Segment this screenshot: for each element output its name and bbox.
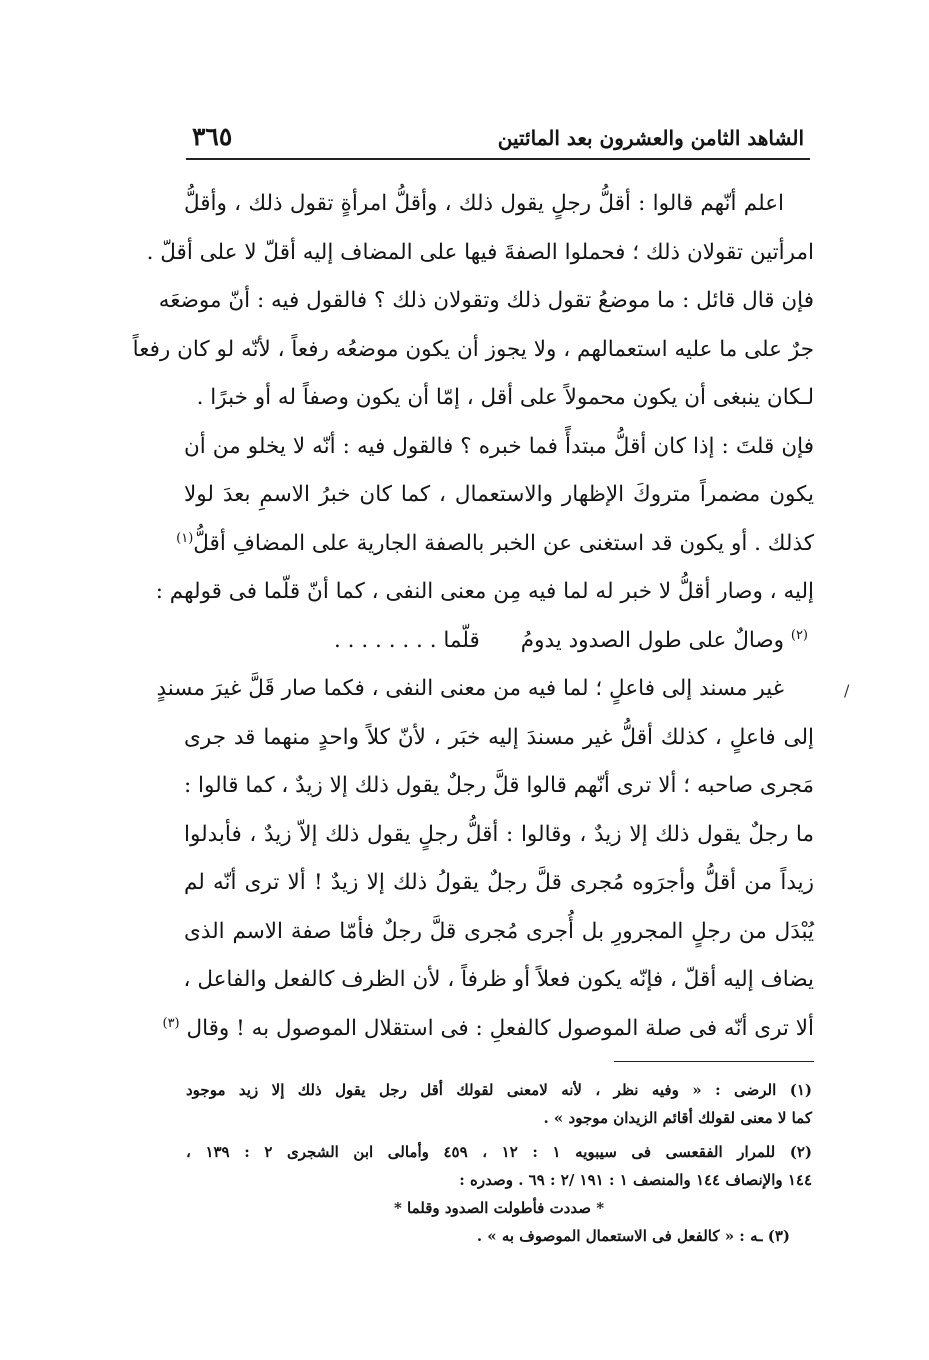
footnote-2-verse: * صددت فأطولت الصدود وقلما *	[393, 1199, 605, 1217]
page-number: ٣٦٥	[192, 122, 233, 151]
text-line: جرٌ على ما عليه استعمالهم ، ولا يجوز أن يكون موضعُه رفعاً ، لأنّه لو كان رفعاً	[132, 336, 814, 362]
footnotes	[186, 1076, 812, 1250]
text-line: زيداً من أقلُّ وأجرَوه مُجرى قلَّ رجلٌ يقولُ ذلك إلا زيدٌ ! ألا ترى أنّه لم	[184, 870, 814, 895]
text-line: امرأتين تقولان ذلك ؛ فحملوا الصفةَ فيها على المضاف إليه أقلّ لا على أقلّ .	[146, 239, 814, 265]
footnote-ref-1: (١)	[176, 530, 194, 546]
footnote-2-cont: ١٤٤ والإنصاف ١٤٤ والمنصف ١ : ١٩١ /٢ : ٦٩ . وصدره :	[459, 1171, 812, 1189]
poem-dots: . . . . . . . .	[334, 627, 437, 653]
text-line: اعلم أنّهم قالوا : أقلُّ رجلٍ يقول ذلك ، وأقلُّ امرأةٍ تقول ذلك ، وأقلُّ	[184, 191, 784, 216]
poem-verse: وصالٌ على طول الصدود يدومُ	[520, 627, 785, 653]
text-segment: ألا ترى أنّه فى صلة الموصول كالفعلِ : فى استقلال الموصول به ! وقال	[186, 1015, 814, 1041]
running-title: الشاهد الثامن والعشرون بعد المائتين	[497, 126, 804, 150]
page-header	[182, 122, 812, 162]
text-line-with-footnote	[176, 520, 814, 569]
footnote-ref-2: (٢)	[790, 627, 808, 643]
text-line: لـكان ينبغى أن يكون محمولاً على أقل ، إمّا أن يكون وصفاً له أو خبرًا .	[196, 385, 814, 410]
text-line: فإن قال قائل : ما موضعُ تقول ذلك وتقولان ذلك ؟ فالقول فيه : أنّ موضعَه	[158, 288, 814, 313]
text-line: ما رجلٌ يقول ذلك إلا زيدٌ ، وقالوا : أقلُّ رجلٍ يقول ذلك إلاّ زيدٌ ، فأبدلوا	[184, 821, 814, 847]
text-line: يضاف إليه أقلّ ، فإنّه يكون فعلاً أو ظرفاً ، لأن الظرف كالفعل والفاعل ،	[183, 967, 814, 992]
footnote-1-cont: كما لا معنى لقولك أقائم الزيدان موجود » .	[543, 1109, 812, 1127]
text-line: يكون مضمراً متروكَ الإظهار والاستعمال ، كما كان خبرُ الاسمِ بعدَ لولا	[184, 482, 814, 507]
main-text	[132, 180, 814, 1053]
footnote-1: (١) الرضى : « وفيه نظر ، لأنه لامعنى لقولك أقل رجل يقول ذلك إلا زيد موجود	[186, 1081, 812, 1099]
text-line: فإن قلتَ : إذا كان أقلُّ مبتدأً فما خبره ؟ فالقول فيه : أنّه لا يخلو من أن	[184, 433, 814, 459]
footnote-rule	[614, 1061, 814, 1062]
footnote-2: (٢) للمرار الفقعسى فى سيبويه ١ : ١٢ ، ٤٥٩ وأمالى ابن الشجرى ٢ : ١٣٩ ،	[186, 1143, 812, 1161]
text-segment: كذلك . أو يكون قد استغنى عن الخبر بالصفة الجارية على المضافِ أقلُّ	[193, 530, 814, 556]
footnote-3: (٣) ـه : « كالفعل فى الاستعمال الموصوف به » .	[476, 1227, 790, 1245]
text-line-with-footnote	[162, 1005, 814, 1054]
text-line: غير مسند إلى فاعلٍ ؛ لما فيه من معنى النفى ، فكما صار قَلَّ غيرَ مسندٍ	[156, 676, 784, 701]
text-line: مَجرى صاحبه ؛ ألا ترى أنّهم قالوا قلَّ رجلٌ يقول ذلك إلا زيدٌ ، كما قالوا :	[183, 773, 814, 798]
text-line: يُبْدَل من رجلٍ المجرورِ بل أُجرى مُجرى قلَّ رجلٌ فأمّا صفة الاسم الذى	[184, 918, 814, 944]
poem-line	[184, 617, 814, 666]
text-line: إليه ، وصار أقلُّ لا خبر له لما فيه مِن معنى النفى ، كما أنّ قلّما فى قولهم :	[155, 579, 814, 604]
header-rule	[186, 158, 810, 160]
poem-word: قلّما	[443, 627, 480, 653]
text-line: إلى فاعلٍ ، كذلك أقلُّ غير مسندَ إليه خبَر ، لأنّ كلاً واحدٍ منهما قد جرى	[184, 724, 814, 750]
margin-mark: /	[844, 681, 850, 700]
footnote-ref-3: (٣)	[162, 1015, 180, 1031]
